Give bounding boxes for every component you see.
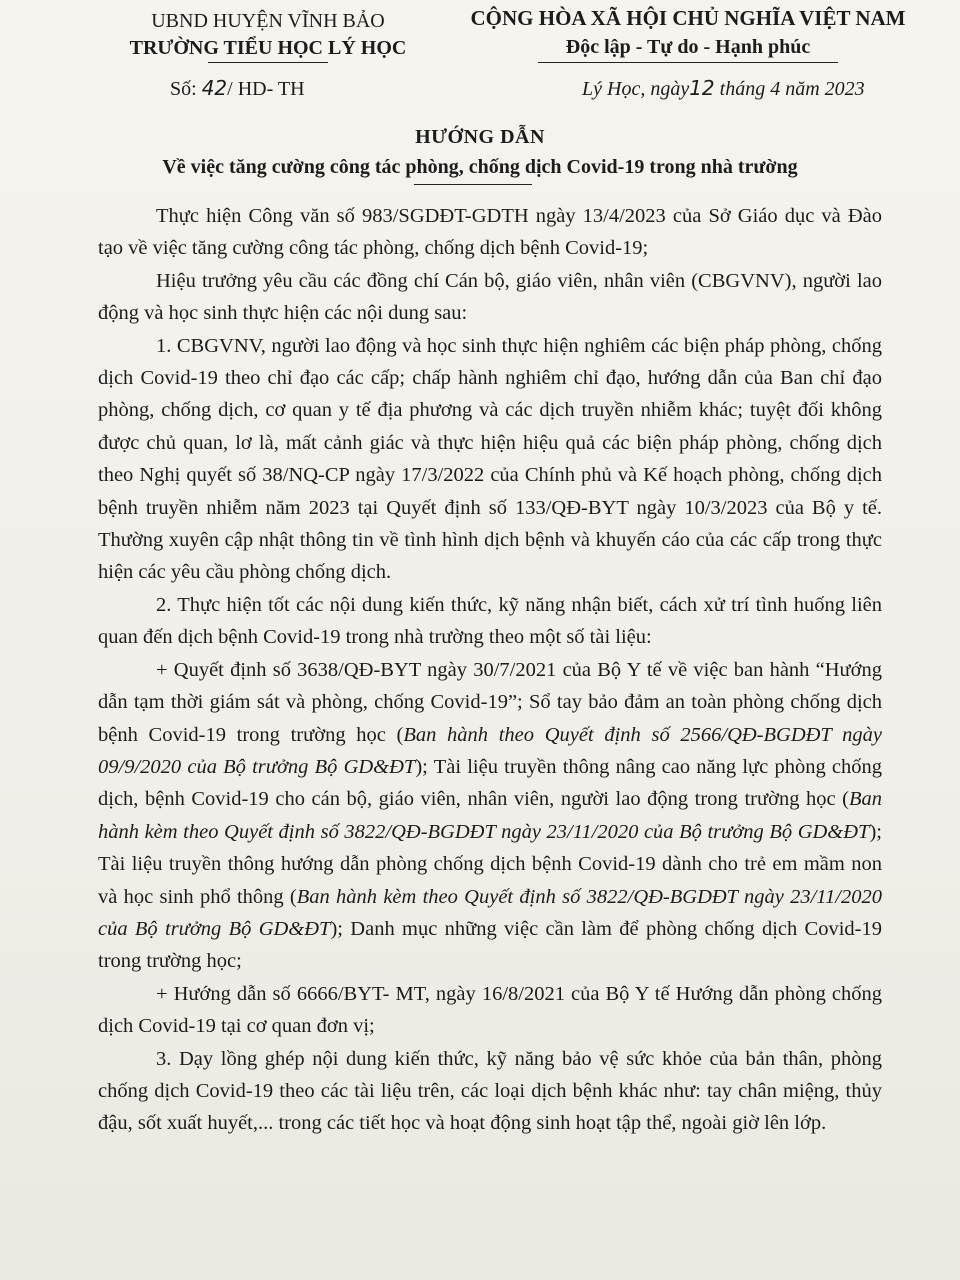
text-run: ); Tài liệu truyền thông nâng cao năng lực phòng chống dịch, bệnh Covid-19 cho cán bộ, giáo viên, nhân viên, người lao động trong trường học ( bbox=[98, 755, 882, 811]
paragraph-item-2-documents bbox=[98, 654, 882, 978]
text-run: ); Danh mục những việc cần làm để phòng chống dịch Covid-19 trong trường học; bbox=[98, 917, 882, 973]
document-number-handwritten: 42 bbox=[201, 76, 228, 100]
italic-citation: Ban hành kèm theo Quyết định số 3822/QĐ-BGDĐT ngày 23/11/2020 của Bộ trưởng Bộ GD&ĐT bbox=[98, 885, 882, 940]
document-title: HƯỚNG DẪN bbox=[415, 126, 545, 148]
date-suffix: tháng 4 năm 2023 bbox=[714, 78, 865, 100]
subtitle-underline bbox=[414, 184, 532, 185]
italic-citation: Ban hành theo Quyết định số 2566/QĐ-BGDĐT ngày 09/9/2020 của Bộ trưởng Bộ GD&ĐT bbox=[98, 723, 882, 778]
agency-parent: UBND HUYỆN VĨNH BẢO bbox=[151, 10, 385, 32]
agency-name: TRƯỜNG TIỂU HỌC LÝ HỌC bbox=[129, 37, 407, 59]
document-number bbox=[170, 76, 305, 101]
agency-underline bbox=[208, 62, 328, 63]
motto-underline bbox=[538, 62, 838, 63]
issuing-agency bbox=[118, 8, 418, 63]
text-run: ); Tài liệu truyền thông hướng dẫn phòng chống dịch bệnh Covid-19 dành cho trẻ em mầm non và học sinh phổ thông ( bbox=[98, 820, 882, 908]
document-subtitle: Về việc tăng cường công tác phòng, chống dịch Covid-19 trong nhà trường bbox=[162, 156, 798, 178]
paragraph-item-2: 2. Thực hiện tốt các nội dung kiến thức, kỹ năng nhận biết, cách xử trí tình huống liên quan đến dịch bệnh Covid-19 trong nhà trường theo một số tài liệu: bbox=[98, 593, 882, 649]
paragraph-basis: Thực hiện Công văn số 983/SGDĐT-GDTH ngày 13/4/2023 của Sở Giáo dục và Đào tạo về việc tăng cường công tác phòng, chống dịch bệnh Covid-19; bbox=[98, 205, 882, 260]
document-number-suffix: / HD- TH bbox=[227, 78, 305, 100]
national-title: CỘNG HÒA XÃ HỘI CHỦ NGHĨA VIỆT NAM bbox=[470, 6, 906, 30]
text-run: + Quyết định số 3638/QĐ-BYT ngày 30/7/2021 của Bộ Y tế về việc ban hành “Hướng dẫn tạm thời giám sát và phòng, chống Covid-19”; Sổ tay bảo đảm an toàn phòng chống dịch bệnh Covid-19 trong trường học ( bbox=[98, 658, 882, 746]
paragraph-item-2-guideline: + Hướng dẫn số 6666/BYT- MT, ngày 16/8/2021 của Bộ Y tế Hướng dẫn phòng chống dịch Covid-19 tại cơ quan đơn vị; bbox=[98, 982, 882, 1038]
national-motto: Độc lập - Tự do - Hạnh phúc bbox=[565, 36, 811, 58]
paragraph-item-1: 1. CBGVNV, người lao động và học sinh thực hiện nghiêm các biện pháp phòng, chống dịch Covid-19 theo chỉ đạo các cấp; chấp hành nghiêm chỉ đạo, hướng dẫn của Ban chỉ đạo phòng, chống dịch, cơ quan y tế địa phương và các dịch truyền nhiễm khác; tuyệt đối không được chủ quan, lơ là, mất cảnh giác và thực hiện hiệu quả các biện pháp phòng, chống dịch theo Nghị quyết số 38/NQ-CP ngày 17/3/2022 của Chính phủ và Kế hoạch phòng, chống dịch bệnh truyền nhiễm năm 2023 tại Quyết định số 133/QĐ-BYT ngày 10/3/2023 của Bộ y tế. Thường xuyên cập nhật thông tin về tình hình dịch bệnh và khuyến cáo của các cấp trong thực hiện các yêu cầu phòng chống dịch. bbox=[98, 334, 882, 584]
paragraph-item-3: 3. Dạy lồng ghép nội dung kiến thức, kỹ năng bảo vệ sức khỏe của bản thân, phòng chống dịch Covid-19 theo các tài liệu trên, các loại dịch bệnh khác như: tay chân miệng, thủy đậu, sốt xuất huyết,... trong các tiết học và hoạt động sinh hoạt tập thể, ngoài giờ lên lớp. bbox=[98, 1047, 882, 1135]
date-prefix: Lý Học, ngày bbox=[582, 78, 690, 100]
paragraph-request: Hiệu trưởng yêu cầu các đồng chí Cán bộ, giáo viên, nhân viên (CBGVNV), người lao động và học sinh thực hiện các nội dung sau: bbox=[98, 269, 882, 325]
date-day-handwritten: 12 bbox=[689, 76, 715, 100]
italic-citation: Ban hành kèm theo Quyết định số 3822/QĐ-BGDĐT ngày 23/11/2020 của Bộ trưởng Bộ GD&ĐT bbox=[98, 788, 882, 843]
document-number-prefix: Số: bbox=[170, 78, 202, 100]
document-body bbox=[98, 200, 882, 1140]
document-date bbox=[582, 76, 865, 101]
national-heading bbox=[438, 4, 938, 63]
